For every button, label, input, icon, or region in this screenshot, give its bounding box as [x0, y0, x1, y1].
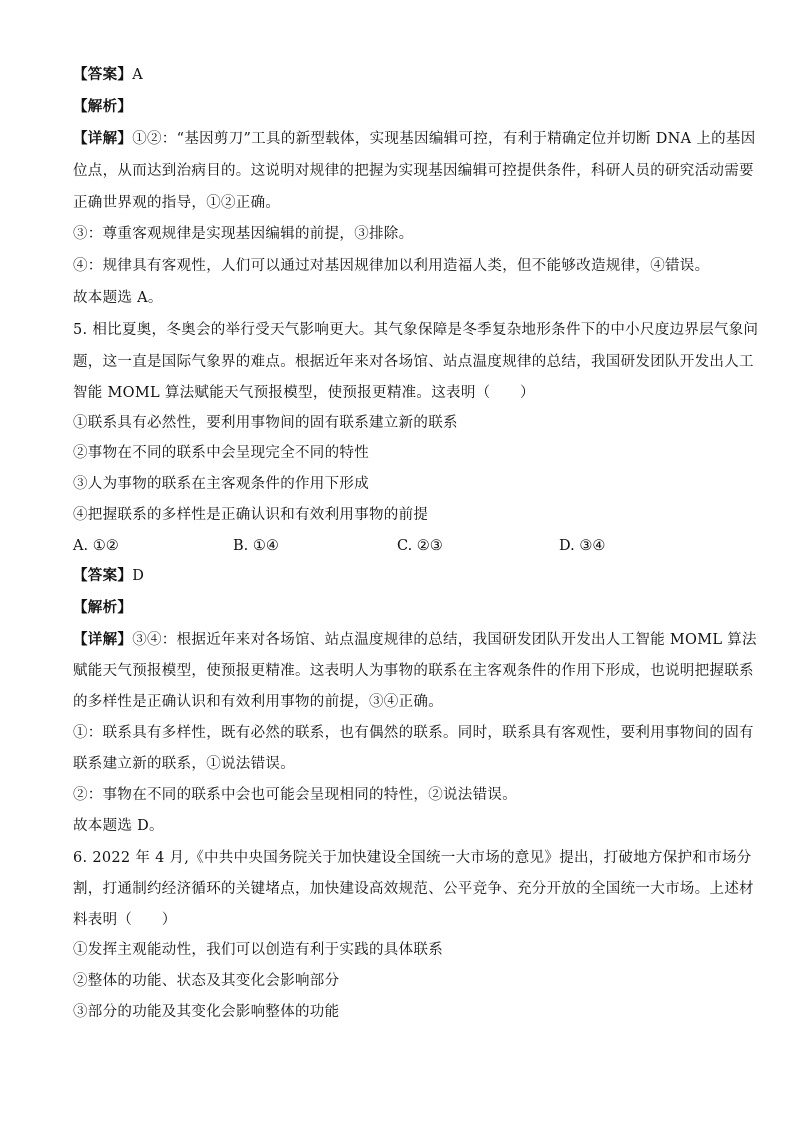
q4-answer-line [73, 65, 723, 85]
answer-value: D [132, 568, 145, 584]
q5-note-1-line-2: 联系建立新的联系，①说法错误。 [73, 756, 295, 772]
q5-conclusion: 故本题选 D。 [73, 818, 164, 834]
option-b: B. ①④ [233, 538, 279, 554]
q4-detail-line-3: 正确世界观的指导，①②正确。 [73, 195, 281, 211]
q4-note-3: ③：尊重客观规律是实现基因编辑的前提，③排除。 [73, 226, 414, 242]
q6-item-2: ②整体的功能、状态及其变化会影响部分 [73, 973, 340, 989]
q5-item-2: ②事物在不同的联系中会呈现完全不同的特性 [73, 445, 369, 461]
option-c: C. ②③ [397, 538, 443, 554]
q4-detail-line-1: 【详解】①②：“基因剪刀”工具的新型载体，实现基因编辑可控，有利于精确定位并切断 DNA 上的基因 [73, 130, 756, 147]
q5-note-2: ②：事物在不同的联系中会也可能会呈现相同的特性，②说法错误。 [73, 787, 517, 803]
q5-stem-line-3: 智能 MOML 算法赋能天气预报模型，使预报更精准。这表明（ ） [73, 385, 535, 401]
answer-tag: 【答案】 [73, 567, 133, 584]
q5-item-4: ④把握联系的多样性是正确认识和有效利用事物的前提 [73, 507, 429, 523]
q5-analysis-tag: 【解析】 [73, 599, 133, 616]
q5-note-1-line-1: ①：联系具有多样性，既有必然的联系，也有偶然的联系。同时，联系具有客观性，要利用事物间的固有 [73, 725, 754, 741]
answer-tag: 【答案】 [73, 66, 133, 83]
q4-conclusion: 故本题选 A。 [73, 290, 163, 306]
q6-item-3: ③部分的功能及其变化会影响整体的功能 [73, 1004, 340, 1020]
q5-item-1: ①联系具有必然性，要利用事物间的固有联系建立新的联系 [73, 415, 458, 431]
answer-value: A [132, 67, 143, 83]
q5-options [73, 536, 723, 556]
q5-detail-line-3: 的多样性是正确认识和有效利用事物的前提，③④正确。 [73, 694, 443, 710]
detail-tag: 【详解】 [73, 631, 133, 648]
q6-stem-line-3: 料表明（ ） [73, 912, 177, 928]
q6-item-1: ①发挥主观能动性，我们可以创造有利于实践的具体联系 [73, 942, 443, 958]
q5-answer-line [73, 566, 723, 586]
detail-tag: 【详解】 [73, 130, 133, 147]
q5-item-3: ③人为事物的联系在主客观条件的作用下形成 [73, 476, 369, 492]
option-d: D. ③④ [559, 538, 606, 554]
option-a: A. ①② [73, 538, 119, 554]
q4-note-4: ④：规律具有客观性，人们可以通过对基因规律加以利用造福人类，但不能够改造规律，④错误。 [73, 258, 710, 274]
q5-stem-line-2: 题，这一直是国际气象界的难点。根据近年来对各场馆、站点温度规律的总结，我国研发团队开发出人工 [73, 354, 754, 370]
q5-stem-line-1: 5. 相比夏奥，冬奥会的举行受天气影响更大。其气象保障是冬季复杂地形条件下的中小尺度边界层气象问 [73, 322, 759, 338]
q6-stem-line-1: 6. 2022 年 4 月,《中共中央国务院关于加快建设全国统一大市场的意见》提出，打破地方保护和市场分 [73, 850, 752, 866]
q4-detail-line-2: 位点，从而达到治病目的。这说明对规律的把握为实现基因编辑可控提供条件，科研人员的研究活动需要 [73, 163, 754, 179]
q4-analysis-tag: 【解析】 [73, 98, 133, 115]
q6-stem-line-2: 割，打通制约经济循环的关键堵点，加快建设高效规范、公平竞争、充分开放的全国统一大市场。上述材 [73, 881, 754, 897]
q5-detail-line-2: 赋能天气预报模型，使预报更精准。这表明人为事物的联系在主客观条件的作用下形成，也说明把握联系 [73, 663, 754, 679]
q5-detail-line-1: 【详解】③④：根据近年来对各场馆、站点温度规律的总结，我国研发团队开发出人工智能 MOML 算法 [73, 631, 757, 648]
